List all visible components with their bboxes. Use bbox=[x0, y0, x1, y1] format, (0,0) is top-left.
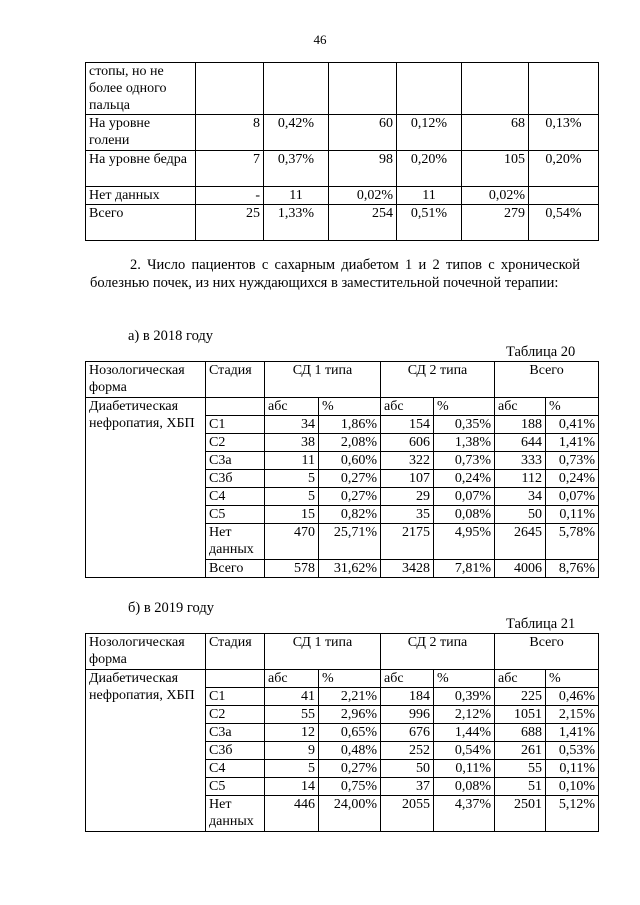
table-cell: 0,48% bbox=[319, 742, 381, 760]
table-21 bbox=[85, 633, 599, 832]
table-cell: 31,62% bbox=[319, 560, 381, 578]
table-20 bbox=[85, 361, 599, 578]
table-cell: 11 bbox=[264, 187, 329, 205]
table-cell: 8 bbox=[196, 115, 264, 151]
stage-cell: Всего bbox=[206, 560, 265, 578]
table-cell: 2501 bbox=[495, 796, 546, 832]
table-cell bbox=[462, 63, 529, 115]
subheader-cell: % bbox=[546, 398, 599, 416]
table-cell: 279 bbox=[462, 205, 529, 241]
table-cell: 0,42% bbox=[264, 115, 329, 151]
table-cell: 55 bbox=[265, 706, 319, 724]
stage-cell: С4 bbox=[206, 760, 265, 778]
table-cell: 0,35% bbox=[434, 416, 495, 434]
table-cell: 2055 bbox=[381, 796, 434, 832]
header-stage: Стадия bbox=[206, 362, 265, 398]
table-cell: 184 bbox=[381, 688, 434, 706]
table-cell: 333 bbox=[495, 452, 546, 470]
stage-cell: С2 bbox=[206, 706, 265, 724]
table-cell: 8,76% bbox=[546, 560, 599, 578]
stage-cell: С5 bbox=[206, 506, 265, 524]
row-label: Нет данных bbox=[86, 187, 196, 205]
stage-cell: С2 bbox=[206, 434, 265, 452]
stage-cell: С1 bbox=[206, 688, 265, 706]
stage-cell: С3а bbox=[206, 452, 265, 470]
header-total: Всего bbox=[495, 634, 599, 670]
stage-cell: С3б bbox=[206, 742, 265, 760]
table-cell: 1,38% bbox=[434, 434, 495, 452]
header-sd1: СД 1 типа bbox=[265, 362, 381, 398]
subheader-cell: % bbox=[434, 670, 495, 688]
table-cell: 0,82% bbox=[319, 506, 381, 524]
table-cell: 1,41% bbox=[546, 724, 599, 742]
table-cell: 112 bbox=[495, 470, 546, 488]
table-cell: 154 bbox=[381, 416, 434, 434]
subheader-cell: абс bbox=[381, 670, 434, 688]
subheader-cell: абс bbox=[495, 398, 546, 416]
table-cell: 11 bbox=[265, 452, 319, 470]
table-cell: 578 bbox=[265, 560, 319, 578]
header-row bbox=[86, 362, 599, 398]
table-cell: 34 bbox=[495, 488, 546, 506]
table-cell: 7,81% bbox=[434, 560, 495, 578]
table-cell: 0,54% bbox=[529, 205, 599, 241]
table-cell: 2,96% bbox=[319, 706, 381, 724]
table-cell: 4,95% bbox=[434, 524, 495, 560]
table-cell: 14 bbox=[265, 778, 319, 796]
row-label: На уровне бедра bbox=[86, 151, 196, 187]
table-cell: 4,37% bbox=[434, 796, 495, 832]
subheader-cell: % bbox=[434, 398, 495, 416]
table-cell: 0,20% bbox=[397, 151, 462, 187]
header-sd2: СД 2 типа bbox=[381, 362, 495, 398]
table-cell: 2,21% bbox=[319, 688, 381, 706]
subheader-row bbox=[86, 398, 599, 416]
table-cell: 29 bbox=[381, 488, 434, 506]
table-cell bbox=[329, 63, 397, 115]
header-sd2: СД 2 типа bbox=[381, 634, 495, 670]
table-cell: 0,07% bbox=[546, 488, 599, 506]
table-row bbox=[86, 63, 599, 115]
table-cell: 5,12% bbox=[546, 796, 599, 832]
table-cell: 676 bbox=[381, 724, 434, 742]
table-cell: 1,41% bbox=[546, 434, 599, 452]
subheader-cell: абс bbox=[381, 398, 434, 416]
table-cell: 322 bbox=[381, 452, 434, 470]
table-cell: 38 bbox=[265, 434, 319, 452]
table-cell: 60 bbox=[329, 115, 397, 151]
table-cell: 1,33% bbox=[264, 205, 329, 241]
section-a-heading: а) в 2018 году bbox=[128, 328, 214, 344]
table-cell bbox=[264, 63, 329, 115]
table-cell: 1,44% bbox=[434, 724, 495, 742]
table-cell: 188 bbox=[495, 416, 546, 434]
table-cell: 0,73% bbox=[434, 452, 495, 470]
table-cell: 0,53% bbox=[546, 742, 599, 760]
subheader-row bbox=[86, 670, 599, 688]
table-cell: 55 bbox=[495, 760, 546, 778]
amputation-table bbox=[85, 62, 599, 241]
table-cell: 0,54% bbox=[434, 742, 495, 760]
table-cell: 0,24% bbox=[434, 470, 495, 488]
table-cell: 606 bbox=[381, 434, 434, 452]
table-cell: 2175 bbox=[381, 524, 434, 560]
header-row bbox=[86, 634, 599, 670]
table-cell: 225 bbox=[495, 688, 546, 706]
table-cell: 0,51% bbox=[397, 205, 462, 241]
table21-caption: Таблица 21 bbox=[506, 616, 576, 632]
table-cell: 50 bbox=[381, 760, 434, 778]
table-cell: 37 bbox=[381, 778, 434, 796]
table-cell: 5 bbox=[265, 470, 319, 488]
table-cell: 0,10% bbox=[546, 778, 599, 796]
table-cell: 11 bbox=[397, 187, 462, 205]
table-row bbox=[86, 115, 599, 151]
table-cell bbox=[196, 63, 264, 115]
table-cell: 0,39% bbox=[434, 688, 495, 706]
table-cell: 261 bbox=[495, 742, 546, 760]
header-form: Нозологическая форма bbox=[86, 362, 206, 398]
subheader-cell: % bbox=[546, 670, 599, 688]
table-cell: 41 bbox=[265, 688, 319, 706]
table-cell: 0,08% bbox=[434, 778, 495, 796]
table-cell: 9 bbox=[265, 742, 319, 760]
table-cell: 105 bbox=[462, 151, 529, 187]
table-cell: 0,11% bbox=[546, 760, 599, 778]
table-cell: 0,27% bbox=[319, 470, 381, 488]
table-cell: 996 bbox=[381, 706, 434, 724]
table-cell: 2,12% bbox=[434, 706, 495, 724]
page-number: 46 bbox=[313, 32, 327, 47]
table-cell: 25,71% bbox=[319, 524, 381, 560]
subheader-cell: % bbox=[319, 398, 381, 416]
stage-cell: С5 bbox=[206, 778, 265, 796]
table-cell: 25 bbox=[196, 205, 264, 241]
table-cell: 0,73% bbox=[546, 452, 599, 470]
table-cell: 24,00% bbox=[319, 796, 381, 832]
stage-cell: С3б bbox=[206, 470, 265, 488]
form-label: Диабетическая нефропатия, ХБП bbox=[86, 398, 206, 578]
form-label: Диабетическая нефропатия, ХБП bbox=[86, 670, 206, 832]
header-form: Нозологическая форма bbox=[86, 634, 206, 670]
table-cell: 15 bbox=[265, 506, 319, 524]
table-cell: 0,08% bbox=[434, 506, 495, 524]
table-cell: 35 bbox=[381, 506, 434, 524]
table-cell: - bbox=[196, 187, 264, 205]
table-cell: 0,65% bbox=[319, 724, 381, 742]
table-row bbox=[86, 151, 599, 187]
table-cell: 644 bbox=[495, 434, 546, 452]
table-cell: 51 bbox=[495, 778, 546, 796]
table-cell: 0,27% bbox=[319, 488, 381, 506]
table-cell: 5,78% bbox=[546, 524, 599, 560]
table-cell: 7 bbox=[196, 151, 264, 187]
header-stage: Стадия bbox=[206, 634, 265, 670]
table-cell: 0,60% bbox=[319, 452, 381, 470]
table-cell: 446 bbox=[265, 796, 319, 832]
table-cell: 3428 bbox=[381, 560, 434, 578]
table-cell: 0,41% bbox=[546, 416, 599, 434]
paragraph: 2. Число пациентов с сахарным диабетом 1 и 2 типов с хронической болезнью почек, из них нуждающихся в заместительной почечной терапии: bbox=[90, 257, 580, 291]
table-cell: 470 bbox=[265, 524, 319, 560]
table-cell: 4006 bbox=[495, 560, 546, 578]
table-cell: 68 bbox=[462, 115, 529, 151]
empty-cell bbox=[206, 670, 265, 688]
table-cell: 12 bbox=[265, 724, 319, 742]
table-cell bbox=[529, 63, 599, 115]
table-cell: 2,15% bbox=[546, 706, 599, 724]
table-row bbox=[86, 205, 599, 241]
subheader-cell: абс bbox=[265, 398, 319, 416]
table-cell: 34 bbox=[265, 416, 319, 434]
table-row bbox=[86, 187, 599, 205]
subheader-cell: абс bbox=[495, 670, 546, 688]
table20-caption: Таблица 20 bbox=[506, 344, 576, 360]
table-cell: 107 bbox=[381, 470, 434, 488]
section-b-heading: б) в 2019 году bbox=[128, 600, 214, 616]
table-cell bbox=[529, 187, 599, 205]
stage-cell: С1 bbox=[206, 416, 265, 434]
table-cell: 50 bbox=[495, 506, 546, 524]
row-label: Всего bbox=[86, 205, 196, 241]
table-cell: 0,27% bbox=[319, 760, 381, 778]
table-cell: 0,37% bbox=[264, 151, 329, 187]
empty-cell bbox=[206, 398, 265, 416]
table-cell: 2645 bbox=[495, 524, 546, 560]
stage-cell: С3а bbox=[206, 724, 265, 742]
stage-cell: С4 bbox=[206, 488, 265, 506]
table-cell: 0,75% bbox=[319, 778, 381, 796]
table-cell: 0,11% bbox=[546, 506, 599, 524]
table-cell: 1,86% bbox=[319, 416, 381, 434]
stage-cell: Нет данных bbox=[206, 796, 265, 832]
header-total: Всего bbox=[495, 362, 599, 398]
table-cell: 0,46% bbox=[546, 688, 599, 706]
subheader-cell: абс bbox=[265, 670, 319, 688]
stage-cell: Нет данных bbox=[206, 524, 265, 560]
table-cell: 0,02% bbox=[329, 187, 397, 205]
table-cell: 1051 bbox=[495, 706, 546, 724]
table-cell: 0,11% bbox=[434, 760, 495, 778]
table-cell: 5 bbox=[265, 760, 319, 778]
table-cell: 98 bbox=[329, 151, 397, 187]
table-cell: 0,12% bbox=[397, 115, 462, 151]
table-cell: 5 bbox=[265, 488, 319, 506]
table-cell: 0,13% bbox=[529, 115, 599, 151]
header-sd1: СД 1 типа bbox=[265, 634, 381, 670]
table-cell bbox=[397, 63, 462, 115]
table-cell: 0,24% bbox=[546, 470, 599, 488]
table-cell: 2,08% bbox=[319, 434, 381, 452]
table-cell: 252 bbox=[381, 742, 434, 760]
row-label: На уровне голени bbox=[86, 115, 196, 151]
table-cell: 0,02% bbox=[462, 187, 529, 205]
table-cell: 0,07% bbox=[434, 488, 495, 506]
subheader-cell: % bbox=[319, 670, 381, 688]
row-label: стопы, но не более одного пальца bbox=[86, 63, 196, 115]
table-cell: 254 bbox=[329, 205, 397, 241]
table-cell: 688 bbox=[495, 724, 546, 742]
table-cell: 0,20% bbox=[529, 151, 599, 187]
